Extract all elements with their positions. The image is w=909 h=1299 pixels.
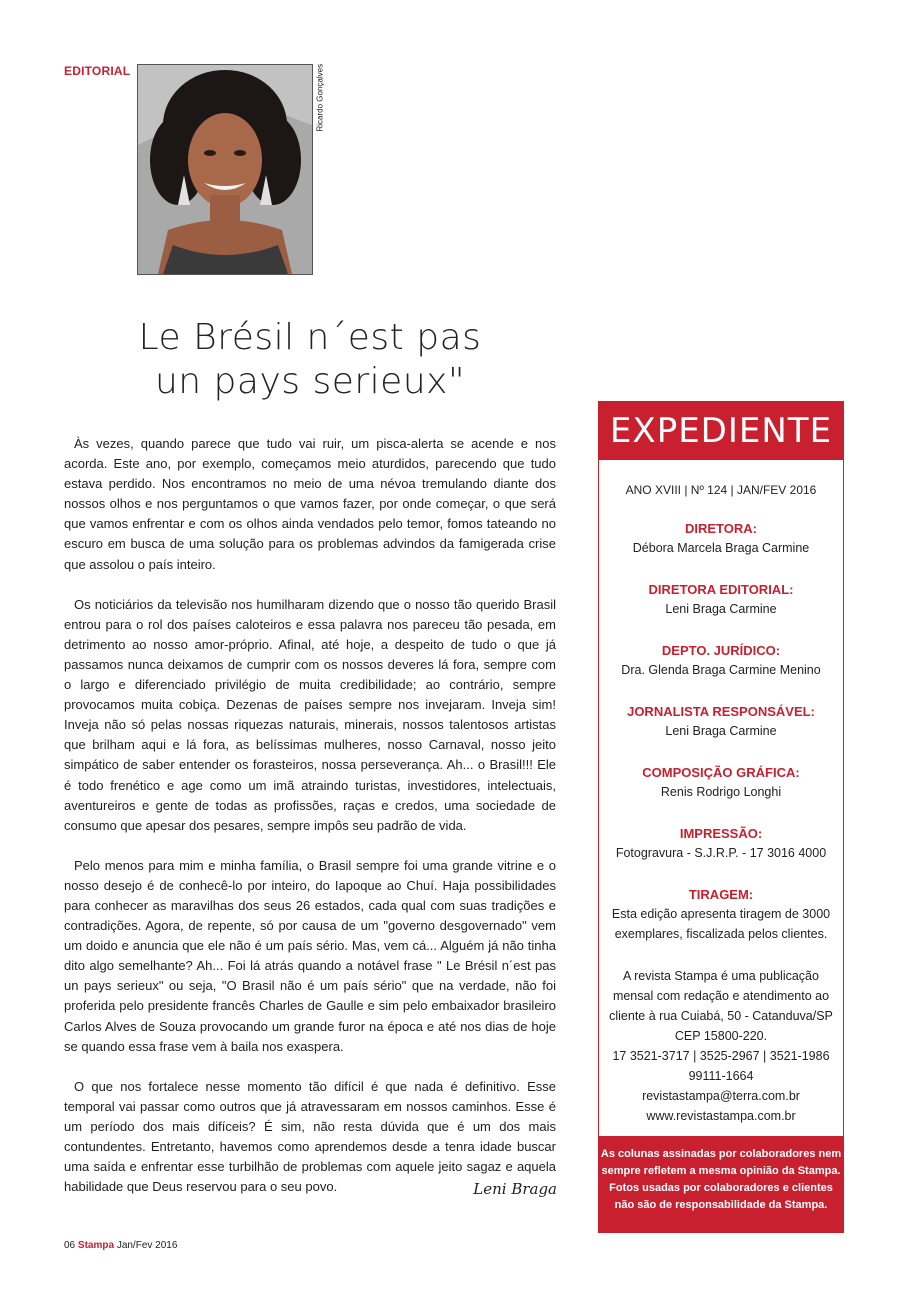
article-body	[64, 434, 556, 1217]
headline-line-2: un pays serieux"	[154, 361, 466, 402]
disclaimer-note: As colunas assinadas por colaboradores nem sempre refletem a mesma opinião da Stampa. Fotos usadas por colaboradores e clientes não são de responsabilidade da Stampa.	[599, 1136, 843, 1232]
section-label: EDITORIAL	[64, 64, 131, 78]
staff-entry	[599, 702, 843, 741]
signature: Leni Braga	[473, 1180, 557, 1198]
tiragem-text: Esta edição apresenta tiragem de 3000 exemplares, fiscalizada pelos clientes.	[611, 907, 831, 941]
paragraph-4: O que nos fortalece nesse momento tão difícil é que nada é definitivo. Esse temporal vai passar como outros que já atravessaram em nossos caminhos. Esse é um período dos mais difíceis? É sim, não resta dúvida que é um dos mais contundentes. Entretanto, havemos como aprendemos desde a tenra idade buscar uma saída e enfrentar esse turbilhão de problemas com aquele jeito sagaz e aquela habilidade que Deus reservou para o seu povo.	[64, 1078, 556, 1195]
staff-entry	[599, 641, 843, 680]
page-number: 06	[64, 1240, 76, 1251]
staff-role: DEPTO. JURÍDICO:	[661, 643, 781, 658]
paragraph-1: Às vezes, quando parece que tudo vai ruir, um pisca-alerta se acende e nos acorda. Este ano, por exemplo, começamos meio aturdidos, parecendo que tudo estava perdido. Nos encontramos no meio de uma névoa tremulando diante dos nossos olhos e nos perguntamos o que vamos fazer, por onde começar, o que será que vamos enfrentar e com os olhos ainda vendados pelo temor, fomos tateando no escuro em busca de uma solução para os problemas advindos da famigerada crise que assolou o país inteiro.	[64, 436, 556, 572]
headline-line-1: Le Brésil n´est pas	[138, 317, 482, 358]
contact-website: www.revistastampa.com.br	[646, 1109, 796, 1123]
staff-role: JORNALISTA RESPONSÁVEL:	[627, 704, 815, 719]
tiragem-label: TIRAGEM:	[688, 887, 754, 902]
photo-credit	[313, 64, 325, 134]
contact-info	[599, 966, 843, 1126]
staff-name: Leni Braga Carmine	[665, 602, 777, 616]
staff-name: Fotogravura - S.J.R.P. - 17 3016 4000	[615, 846, 827, 860]
photo-credit-text: Ricardo Gonçalves	[315, 63, 325, 132]
footer-brand: Stampa	[77, 1240, 115, 1251]
contact-phones: 17 3521-3717 | 3525-2967 | 3521-1986	[612, 1049, 830, 1063]
staff-name: Dra. Glenda Braga Carmine Menino	[621, 663, 821, 677]
staff-entry	[599, 519, 843, 558]
headline	[100, 316, 520, 404]
staff-role: COMPOSIÇÃO GRÁFICA:	[642, 765, 800, 780]
staff-entry	[599, 824, 843, 863]
staff-name: Leni Braga Carmine	[665, 724, 777, 738]
page-footer	[64, 1240, 177, 1251]
footer-date: Jan/Fev 2016	[116, 1240, 178, 1251]
staff-role: DIRETORA:	[685, 521, 757, 536]
issue-line: ANO XVIII | Nº 124 | JAN/FEV 2016	[625, 483, 817, 497]
staff-role: DIRETORA EDITORIAL:	[648, 582, 794, 597]
contact-cep: CEP 15800-220.	[674, 1029, 768, 1043]
paragraph-3: Pelo menos para mim e minha família, o Brasil sempre foi uma grande vitrine e o nosso desejo é de conhecê-lo por inteiro, do Iapoque ao Chuí. Haja possibilidades para conhecer as maravilhas dos seus 26 estados, cada qual com suas tradições e contradições. Agora, de repente, só por causa de um "governo desgovernado" vem um doido e anuncia que ele não é um país sério. Mas, vem cá... Alguém já não tinha dito algo semelhante? Ah... Foi lá atrás quando a notável frase " Le Brésil n´est pas un pays serieux" ou seja, "O Brasil não é um país sério" que na verdade, não foi proferida pelo presidente francês Charles de Gaulle e sim pelo embaixador brasileiro Carlos Alves de Souza provocando um grande furor na época e até nos dias de hoje se quando essa frase vem à baila nos exaspera.	[64, 857, 556, 1054]
staff-role: IMPRESSÃO:	[679, 826, 763, 841]
expediente-box	[598, 401, 844, 1233]
tiragem-entry	[599, 885, 843, 944]
contact-email: revistastampa@terra.com.br	[642, 1089, 800, 1103]
author-photo	[137, 64, 313, 275]
paragraph-2: Os noticiários da televisão nos humilharam dizendo que o nosso tão querido Brasil entrou para o rol dos países caloteiros e essa palavra nos pareceu tão pesada, em detrimento ao nosso amor-próprio. Afinal, até hoje, a despeito de tudo o que já passamos nunca deixamos de cumprir com os nossos deveres lá fora, sempre com o largo e diferenciado privilégio de muita credibilidade; ao contrário, sempre provocamos muita cobiça. Dezenas de países sempre nos invejaram. Inveja sim! Inveja não só pelas nossas riquezas naturais, minerais, nossos talentosos artistas que brilham aqui e lá fora, as belíssimas mulheres, nosso Carnaval, nosso jeito simpático de saber entender os forasteiros, nossa perseverança. Ah... o Brasil!!! Ele é todo frenético e age como um imã atraindo turistas, investidores, intelectuais, aventureiros e gente de todas as profissões, raças e credos, uma sociedade de consumo que apesar dos pesares, sempre impôs seu padrão de vida.	[64, 596, 556, 833]
contact-description: A revista Stampa é uma publicação mensal com redação e atendimento ao cliente à rua Cuiabá, 50 - Catanduva/SP	[609, 969, 833, 1023]
staff-name: Débora Marcela Braga Carmine	[632, 541, 810, 555]
contact-mobile: 99111-1664	[688, 1069, 754, 1083]
staff-entry	[599, 580, 843, 619]
expediente-title: EXPEDIENTE	[599, 402, 843, 460]
staff-name: Renis Rodrigo Longhi	[660, 785, 782, 799]
staff-entry	[599, 763, 843, 802]
